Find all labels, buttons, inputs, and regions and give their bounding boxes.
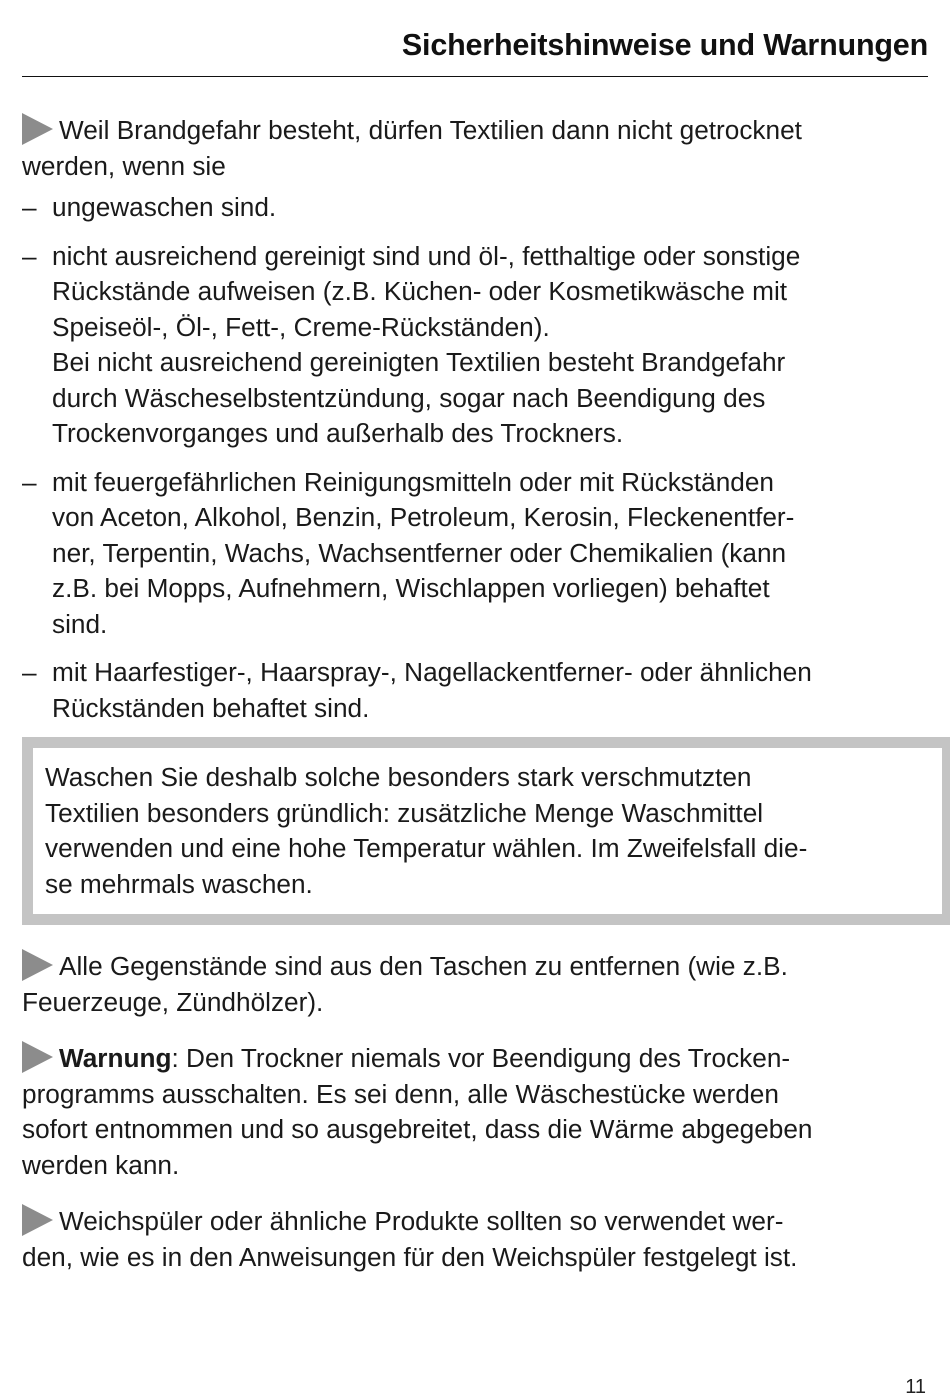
washing-notice-box: Waschen Sie deshalb solche besonders stark verschmutzten Textilien besonders gründlich: zusätzliche Menge Waschmittel verwenden und eine hohe Temperatur wählen. Im Zweifelsfall die- se mehrmals waschen. [22, 737, 950, 925]
warning-paragraph: Warnung: Den Trockner niemals vor Beendigung des Trocken- programms ausschalten. Es sei denn, alle Wäschestücke werden sofort entnommen und so ausgebreitet, dass die Wärme abgegeben werden kann. [22, 1043, 813, 1180]
page-title: Sicherheitshinweise und Warnungen [401, 28, 928, 62]
dash-marker: – [22, 240, 37, 271]
list-item: – ungewaschen sind. [22, 190, 930, 226]
hazard-list [22, 190, 930, 726]
dash-marker: – [22, 192, 37, 222]
triangle-bullet-icon [22, 949, 53, 981]
warning-label: Warnung [59, 1043, 172, 1073]
intro-line-1: Weil Brandgefahr besteht, dürfen Textilien dann nicht getrocknet [22, 113, 930, 149]
list-item: – mit Haarfestiger-, Haarspray-, Nagellackentferner- oder ähnlichen Rückständen behaftet sind. [22, 657, 812, 723]
dash-marker: – [22, 466, 37, 497]
page-number: 11 [905, 1376, 926, 1398]
pockets-paragraph: Alle Gegenstände sind aus den Taschen zu entfernen (wie z.B. Feuerzeuge, Zündhölzer). [22, 951, 788, 1017]
intro-paragraph [22, 113, 930, 184]
dash-marker: – [22, 657, 37, 687]
list-item: – mit feuergefährlichen Reinigungsmitteln oder mit Rückständen von Aceton, Alkohol, Benzin, Petroleum, Kerosin, Fleckenentfer- ner, Terpentin, Wachs, Wachsentferner oder Chemikalien (kann z.B. bei Mopps, Aufnehmern, Wischlappen vorliegen) behaftet sind. [22, 466, 795, 639]
triangle-bullet-icon [22, 113, 53, 145]
triangle-bullet-icon [22, 1204, 53, 1236]
header-divider [22, 76, 928, 77]
list-item: – nicht ausreichend gereinigt sind und öl-, fetthaltige oder sonstige Rückstände aufweisen (z.B. Küchen- oder Kosmetikwäsche mit Speiseöl-, Öl-, Fett-, Creme-Rückständen). Bei nicht ausreichend gereinigten Textilien besteht Brandgefahr durch Wäscheselbstentzündung, sogar nach Beendigung des Trockenvorganges und außerhalb des Trockners. [22, 240, 801, 448]
page-content [22, 113, 930, 1275]
softener-paragraph: Weichspüler oder ähnliche Produkte sollten so verwendet wer- den, wie es in den Anweisungen für den Weichspüler festgelegt ist. [22, 1206, 798, 1272]
intro-line-2: werden, wenn sie [22, 150, 226, 181]
triangle-bullet-icon [22, 1041, 53, 1073]
